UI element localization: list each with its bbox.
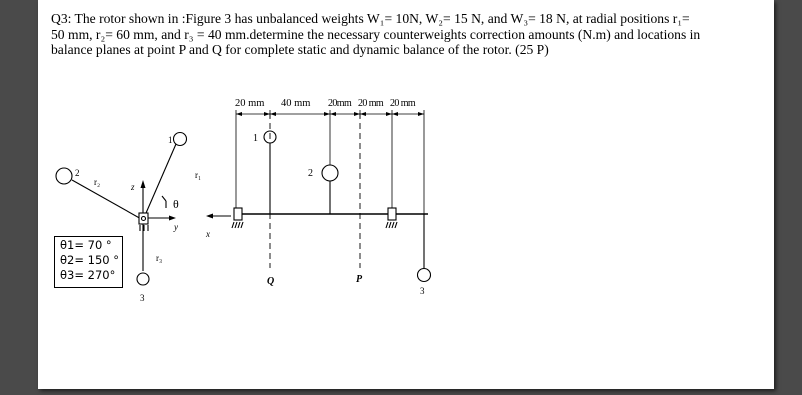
end-label-mass-1: 1 — [168, 135, 173, 145]
dim-label-2: 40 mm — [281, 98, 311, 109]
end-label-y: y — [174, 222, 178, 232]
angle-theta-1: θ1= 70 ° — [60, 238, 112, 252]
hub — [139, 213, 148, 224]
end-label-theta: θ — [173, 197, 179, 211]
angles-box — [54, 236, 123, 288]
figure-3 — [38, 0, 774, 389]
question-line-3: balance planes at point P and Q for complete static and dynamic balance of the rotor. (25 P) — [51, 42, 549, 57]
side-label-mass-3: 3 — [420, 286, 425, 296]
side-view-diagram — [206, 110, 431, 282]
question-line-2: 50 mm, r₂= 60 mm, and r₃ = 40 mm.determine the necessary counterweights correction amounts (N.m) and locations in — [51, 26, 701, 42]
z-arrow — [141, 180, 146, 188]
dim-label-4: 20 mm — [358, 98, 384, 109]
mass-3-circle — [137, 273, 149, 285]
angle-arc — [162, 196, 166, 201]
angle-theta-2: θ2= 150 ° — [60, 253, 119, 267]
side-mass-3 — [418, 269, 431, 282]
mass-2-circle — [56, 168, 72, 184]
dim-label-1: 20 mm — [235, 98, 265, 109]
end-label-mass-3: 3 — [140, 293, 145, 303]
question-line-1: The rotor shown in :Figure 3 has unbalanced weights W₁= 10N, W₂= 15 N, and W₃= 18 N, at radial positions r₁= — [74, 11, 690, 26]
side-label-mass-1: 1 — [253, 133, 258, 144]
plane-q-label: Q — [267, 276, 275, 287]
question-label: Q3: — [51, 11, 72, 26]
x-arrow — [206, 214, 213, 219]
end-label-r3: r₃ — [156, 253, 163, 263]
plane-p-label: P — [356, 274, 363, 285]
side-mass-2 — [322, 165, 338, 181]
end-label-r2: r₂ — [94, 177, 101, 187]
end-label-mass-2: 2 — [75, 168, 80, 178]
angle-theta-3: θ3= 270° — [60, 268, 116, 282]
dim-label-5: 20 mm — [390, 98, 416, 109]
document-page — [38, 0, 774, 389]
end-label-x: x — [206, 229, 210, 239]
right-bearing — [388, 208, 396, 220]
arm-r1 — [143, 144, 176, 220]
end-label-r1: r₁ — [195, 170, 202, 180]
end-label-z: z — [131, 182, 135, 192]
dim-label-3: 20mm — [328, 98, 352, 109]
left-bearing — [234, 208, 242, 220]
y-arrow — [169, 216, 176, 221]
mass-1-circle — [174, 133, 187, 146]
side-label-mass-2: 2 — [308, 168, 313, 179]
